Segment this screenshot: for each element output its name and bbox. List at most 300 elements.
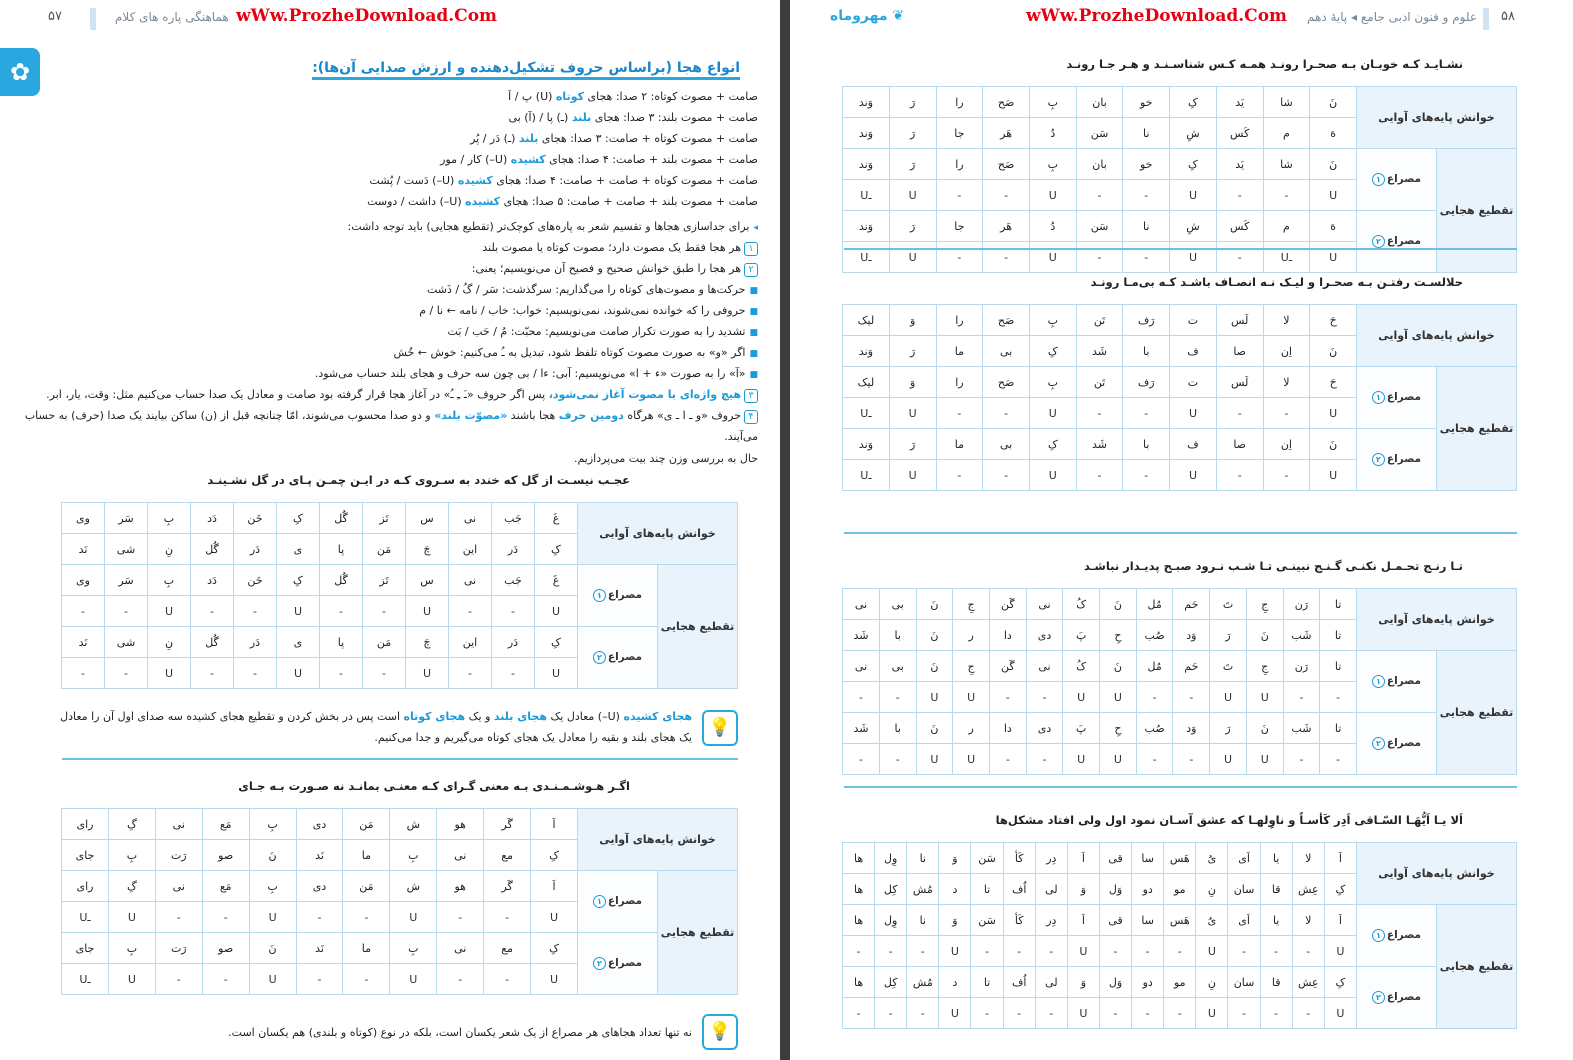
- syllable-cell: رَت: [155, 840, 202, 871]
- syllable-cell: س: [405, 503, 448, 534]
- syllable-cell: صو: [202, 840, 249, 871]
- scansion-symbol: -: [202, 964, 249, 995]
- syllable-cell: اَ: [1067, 905, 1099, 936]
- syllable-cell: جِ: [1246, 589, 1283, 620]
- scansion-symbol: U: [534, 596, 577, 627]
- scansion-symbol: ـU: [843, 460, 890, 491]
- syllable-cell: نَ: [916, 651, 953, 682]
- syllable-cell: سَن: [1076, 211, 1123, 242]
- syllable-cell: سان: [1228, 967, 1260, 998]
- scansion-symbol: -: [1076, 460, 1123, 491]
- scansion-symbol: -: [1260, 936, 1292, 967]
- lightbulb-icon: 💡: [702, 1014, 738, 1050]
- scansion-symbol: -: [1035, 998, 1067, 1029]
- scansion-table-2: [61, 808, 738, 995]
- syllable-cell: صو: [202, 933, 249, 964]
- scansion-symbol: U: [534, 658, 577, 689]
- scansion-symbol: U: [1170, 242, 1217, 273]
- syllable-cell: مو: [1164, 874, 1196, 905]
- syllable-cell: کِ: [1029, 336, 1076, 367]
- syllable-cell: کَس: [1216, 118, 1263, 149]
- syllable-cell: مَن: [362, 534, 405, 565]
- syllable-cell: حِ: [1100, 620, 1137, 651]
- flower-icon[interactable]: ✿: [0, 48, 40, 96]
- syllable-cell: نی: [155, 871, 202, 902]
- syllable-cell: نی: [155, 809, 202, 840]
- syllable-cell: نی: [1026, 651, 1063, 682]
- syllable-cell: این: [448, 627, 491, 658]
- intro-note: ◂برای جداسازی هجاها و تقسیم شعر به پاره‌های کوچک‌تر (تقطیع هجایی) باید توجه داشت:: [347, 220, 758, 233]
- scansion-symbol: -: [1076, 180, 1123, 211]
- scansion-symbol: -: [1228, 936, 1260, 967]
- syllable-cell: ی: [276, 627, 319, 658]
- syllable-cell: شَد: [843, 620, 880, 651]
- scansion-symbol: U: [147, 658, 190, 689]
- scansion-symbol: U: [1029, 242, 1076, 273]
- syllable-cell: د: [939, 874, 971, 905]
- watermark: wWw.ProzheDownload.Com: [236, 6, 498, 26]
- syllable-type: صامت + مصوت کوتاه: ۲ صدا: هجای کوتاه (U) پ / اَ: [508, 90, 758, 103]
- syllable-cell: گَر: [484, 809, 531, 840]
- hemistich-2-label: مصراع۲: [577, 933, 657, 995]
- scansion-symbol: U: [249, 964, 296, 995]
- syllable-cell: کُ: [1063, 589, 1100, 620]
- syllable-cell: بِ: [1029, 149, 1076, 180]
- closing-line: حال به بررسی وزن چند بیت می‌پردازیم.: [573, 452, 758, 465]
- syllable-cell: ها: [842, 874, 874, 905]
- syllable-cell: جِ: [953, 589, 990, 620]
- page-number: ۵۷: [48, 9, 62, 24]
- syllable-cell: ما: [936, 336, 983, 367]
- scansion-symbol: ـU: [843, 180, 890, 211]
- syllable-cell: وَ: [1067, 967, 1099, 998]
- rule-item: ۱هر هجا فقط یک مصوت دارد؛ مصوت کوتاه یا مصوت بلند: [22, 237, 758, 258]
- scansion-symbol: -: [936, 180, 983, 211]
- syllable-cell: رَن: [1283, 651, 1320, 682]
- syllable-cell: نَد: [61, 534, 104, 565]
- scansion-symbol: -: [448, 596, 491, 627]
- label-reading: خوانش پایه‌های آوایی: [1356, 589, 1516, 651]
- scansion-symbol: ـU: [62, 964, 109, 995]
- syllable-cell: جَب: [491, 565, 534, 596]
- scansion-symbol: -: [319, 596, 362, 627]
- syllable-cell: نی: [843, 651, 880, 682]
- syllable-cell: بی: [983, 429, 1030, 460]
- scansion-symbol: -: [936, 242, 983, 273]
- syllable-cell: وَل: [1099, 967, 1131, 998]
- sub-rule-item: ■«آ» را به صورت «ء + ا» می‌نویسیم: آبی: ءا / بی چون سه حرف و هجای بلند حساب می‌شود.: [314, 367, 758, 380]
- verse-5: تـا رنـج تحـمـل نکنـی گـنـج نبینـی تـا شـب نـرود صبـح پدیـدار نباشـد: [1083, 559, 1463, 573]
- syllable-cell: نِ: [1196, 967, 1228, 998]
- hemistich-1-label: مصراع۱: [1356, 651, 1436, 713]
- scansion-symbol: -: [1164, 936, 1196, 967]
- syllable-cell: نی: [448, 565, 491, 596]
- syllable-cell: وَ: [939, 843, 971, 874]
- rule-3: ۳هیچ واژه‌ای با مصوت آغاز نمی‌شود، پس اگر حروف «ـَ ـِ ـُ» در آغاز هجا قرار گرفته بود صامت و معادل یک صدا حساب می‌کنیم مثل: وقت، یار، ابر.: [22, 384, 758, 405]
- syllable-cell: عِش: [1292, 967, 1324, 998]
- scansion-symbol: U: [889, 398, 936, 429]
- scansion-symbol: -: [907, 936, 939, 967]
- syllable-cell: مع: [484, 933, 531, 964]
- syllable-cell: کِ: [531, 933, 578, 964]
- syllable-cell: کِ: [1324, 874, 1356, 905]
- syllable-cell: گَن: [989, 651, 1026, 682]
- syllable-cell: حِ: [1100, 713, 1137, 744]
- syllable-cell: مُش: [907, 874, 939, 905]
- syllable-cell: سَن: [971, 843, 1003, 874]
- syllable-cell: قی: [1099, 905, 1131, 936]
- scansion-symbol: U: [1063, 744, 1100, 775]
- scansion-symbol: -: [1164, 998, 1196, 1029]
- syllable-cell: سَر: [104, 565, 147, 596]
- syllable-cell: دِر: [1035, 843, 1067, 874]
- syllable-cell: کِ: [1170, 149, 1217, 180]
- scansion-symbol: -: [1320, 682, 1357, 713]
- scansion-symbol: -: [989, 682, 1026, 713]
- scansion-symbol: U: [1170, 460, 1217, 491]
- scansion-symbol: ـU: [62, 902, 109, 933]
- syllable-cell: با: [1123, 429, 1170, 460]
- scansion-symbol: -: [1026, 682, 1063, 713]
- syllable-cell: نی: [437, 933, 484, 964]
- syllable-cell: ما: [343, 840, 390, 871]
- page-header: [790, 6, 1573, 32]
- scansion-table-5: [842, 588, 1517, 775]
- syllable-cell: جِ: [1246, 651, 1283, 682]
- scansion-symbol: -: [1132, 936, 1164, 967]
- scansion-symbol: -: [1292, 998, 1324, 1029]
- scansion-symbol: ـU: [843, 242, 890, 273]
- sub-rule-item: ■اگر «و» به صورت مصوت کوتاه تلفظ شود، تبدیل به ـُ می‌کنیم: خوش ← خُش: [393, 346, 758, 359]
- syllable-cell: تَن: [1076, 367, 1123, 398]
- page-number: ۵۸: [1501, 9, 1515, 24]
- syllable-cell: شی: [104, 534, 147, 565]
- syllable-cell: اَ: [531, 809, 578, 840]
- scansion-table-6: [842, 842, 1517, 1029]
- syllable-cell: چَ: [405, 627, 448, 658]
- scansion-symbol: -: [1263, 398, 1310, 429]
- syllable-cell: نَد: [296, 933, 343, 964]
- hemistich-1-label: مصراع۱: [577, 565, 657, 627]
- scansion-symbol: U: [390, 902, 437, 933]
- scansion-symbol: -: [1216, 398, 1263, 429]
- syllable-cell: غَ: [534, 503, 577, 534]
- syllable-cell: پا: [319, 534, 362, 565]
- scansion-symbol: -: [190, 596, 233, 627]
- watermark: wWw.ProzheDownload.Com: [1026, 6, 1288, 26]
- syllable-cell: صَح: [983, 305, 1030, 336]
- rule-item: ۲هر هجا را طبق خوانش صحیح و فصیح آن می‌نویسیم؛ یعنی:: [22, 258, 758, 279]
- syllable-cell: هَر: [983, 211, 1030, 242]
- scansion-symbol: U: [1067, 998, 1099, 1029]
- scansion-symbol: -: [343, 964, 390, 995]
- syllable-cell: بِ: [1029, 305, 1076, 336]
- syllable-cell: با: [879, 713, 916, 744]
- syllable-cell: یَد: [1216, 87, 1263, 118]
- syllable-cell: خَن: [233, 503, 276, 534]
- syllable-cell: حَم: [1173, 651, 1210, 682]
- syllable-cell: نِ: [147, 627, 190, 658]
- scansion-symbol: U: [1170, 398, 1217, 429]
- scansion-symbol: -: [1136, 682, 1173, 713]
- syllable-cell: کِ: [534, 627, 577, 658]
- scansion-symbol: -: [983, 242, 1030, 273]
- syllable-cell: اَی: [1228, 905, 1260, 936]
- syllable-cell: بان: [1076, 87, 1123, 118]
- syllable-cell: نی: [448, 503, 491, 534]
- syllable-cell: مَن: [343, 809, 390, 840]
- scansion-symbol: U: [1100, 682, 1137, 713]
- table-row: [843, 713, 1517, 744]
- table-row: [62, 933, 738, 964]
- syllable-cell: دی: [296, 871, 343, 902]
- scansion-symbol: -: [983, 180, 1030, 211]
- lightbulb-icon: 💡: [702, 710, 738, 746]
- syllable-cell: هَ: [1310, 118, 1357, 149]
- syllable-cell: وَ: [889, 305, 936, 336]
- syllable-cell: وَل: [1099, 874, 1131, 905]
- syllable-cell: نَ: [916, 589, 953, 620]
- syllable-cell: کِ: [1324, 967, 1356, 998]
- table-row: [843, 367, 1517, 398]
- syllable-cell: شَد: [1076, 429, 1123, 460]
- syllable-cell: تَ: [1210, 651, 1247, 682]
- scansion-symbol: U: [1196, 936, 1228, 967]
- syllable-cell: را: [936, 305, 983, 336]
- syllable-cell: رَ: [1210, 620, 1247, 651]
- syllable-cell: ها: [842, 905, 874, 936]
- scansion-symbol: U: [1210, 682, 1247, 713]
- table-row: [843, 429, 1517, 460]
- syllable-cell: وَ: [1067, 874, 1099, 905]
- scansion-symbol: -: [1263, 460, 1310, 491]
- syllable-cell: نَ: [1100, 651, 1137, 682]
- scansion-symbol: -: [971, 936, 1003, 967]
- scansion-symbol: U: [1067, 936, 1099, 967]
- scansion-symbol: -: [983, 398, 1030, 429]
- hemistich-1-label: مصراع۱: [1356, 367, 1436, 429]
- scansion-symbol: U: [405, 658, 448, 689]
- scansion-symbol: -: [1076, 398, 1123, 429]
- syllable-cell: لَس: [1216, 367, 1263, 398]
- table-row: [61, 627, 737, 658]
- syllable-cell: عِش: [1292, 874, 1324, 905]
- scansion-symbol: U: [916, 744, 953, 775]
- scansion-symbol: -: [1216, 460, 1263, 491]
- table-row: [843, 87, 1517, 118]
- syllable-cell: اَ: [1324, 905, 1356, 936]
- rule-4: ۴حروف «و ـ ا ـ ی» هرگاه دومین حرف هجا باشند «مصوّت بلند» و دو صدا محسوب می‌شوند، امّا چنانچه قبل از (ن) ساکن بیایند یک صدا (حرف) به حساب می‌آیند.: [24, 409, 758, 443]
- scansion-symbol: U: [276, 658, 319, 689]
- verse-2: اگـر هـوشـمـنـدی بـه معنی گـرای کـه معنـی بمانـد نه صـورت بـه جـای: [238, 779, 630, 793]
- table-row: [843, 305, 1517, 336]
- hemistich-1-label: مصراع۱: [1356, 905, 1436, 967]
- scansion-symbol: -: [936, 398, 983, 429]
- scansion-symbol: U: [1029, 460, 1076, 491]
- syllable-cell: گِ: [108, 809, 155, 840]
- scansion-symbol: U: [889, 460, 936, 491]
- syllable-cell: نَ: [1310, 149, 1357, 180]
- syllable-cell: نَد: [61, 627, 104, 658]
- scansion-symbol: U: [1210, 744, 1247, 775]
- syllable-cell: رَف: [1123, 367, 1170, 398]
- scansion-symbol: -: [233, 596, 276, 627]
- syllable-cell: هَس: [1164, 905, 1196, 936]
- syllable-cell: ت: [1170, 367, 1217, 398]
- tip-2: نه تنها تعداد هجاهای هر مصراع از یک شعر یکسان است، بلکه در نوع (کوتاه و بلندی) هم یکسان است.: [228, 1026, 692, 1039]
- label-reading: خوانش پایه‌های آوایی: [1356, 843, 1516, 905]
- hemistich-2-label: مصراع۲: [577, 627, 657, 689]
- syllable-cell: سا: [1132, 905, 1164, 936]
- scansion-symbol: -: [1320, 744, 1357, 775]
- syllable-cell: صُب: [1136, 713, 1173, 744]
- verse-3: نشـایـد کـه خوبـان بـه صحـرا رونـد همـه کـس شناسـنـد و هـر جـا رونـد: [1066, 57, 1463, 71]
- syllable-cell: اَ: [1324, 843, 1356, 874]
- syllable-cell: دَر: [491, 534, 534, 565]
- syllable-cell: با: [1123, 336, 1170, 367]
- section-title: انواع هجا (براساس حروف تشکیل‌دهنده و ارزش صدایی آن‌ها):: [312, 60, 740, 76]
- scansion-symbol: U: [1324, 936, 1356, 967]
- scansion-symbol: -: [1228, 998, 1260, 1029]
- scansion-symbol: -: [1026, 744, 1063, 775]
- syllable-cell: لا: [1263, 367, 1310, 398]
- table-row: [843, 211, 1517, 242]
- scansion-symbol: U: [531, 902, 578, 933]
- syllable-cell: رَ: [889, 149, 936, 180]
- syllable-cell: اُف: [1003, 874, 1035, 905]
- syllable-cell: نَ: [1310, 87, 1357, 118]
- butterfly-icon: ❦: [892, 8, 905, 24]
- syllable-cell: وَد: [1173, 713, 1210, 744]
- syllable-cell: وَ: [939, 905, 971, 936]
- syllable-cell: ها: [842, 843, 874, 874]
- syllable-cell: شِ: [1170, 211, 1217, 242]
- syllable-cell: صَح: [983, 149, 1030, 180]
- syllable-cell: قا: [1260, 874, 1292, 905]
- syllable-cell: صُب: [1136, 620, 1173, 651]
- syllable-cell: لیک: [843, 305, 890, 336]
- syllable-cell: جای: [62, 840, 109, 871]
- syllable-cell: دَد: [190, 565, 233, 596]
- syllable-cell: لَس: [1216, 305, 1263, 336]
- syllable-cell: شا: [1263, 149, 1310, 180]
- scansion-symbol: -: [843, 744, 880, 775]
- syllable-cell: وَ: [889, 367, 936, 398]
- tip-1: هجای کشیده (U–) معادل یک هجای بلند و یک هجای کوتاه است پس در بخش کردن و تقطیع هجای کشیده سه صدای اول آن را معادل یک هجای بلند و بقیه را معادل یک هجای کوتاه می‌گیریم و جدا می‌کنیم.: [60, 710, 692, 744]
- scansion-symbol: ـU: [1263, 242, 1310, 273]
- table-row: [843, 651, 1517, 682]
- scansion-symbol: U: [249, 902, 296, 933]
- scansion-symbol: U: [889, 242, 936, 273]
- syllable-cell: پَ: [1063, 713, 1100, 744]
- syllable-cell: بی: [879, 589, 916, 620]
- label-scansion: تقطیع هجایی: [658, 871, 738, 995]
- syllable-cell: نی: [843, 589, 880, 620]
- scansion-symbol: U: [108, 902, 155, 933]
- syllable-cell: را: [936, 367, 983, 398]
- page-gutter: [780, 0, 790, 1060]
- table-row: [62, 809, 738, 840]
- scansion-symbol: -: [155, 964, 202, 995]
- scansion-symbol: -: [842, 998, 874, 1029]
- scansion-symbol: U: [1029, 398, 1076, 429]
- syllable-cell: نا: [907, 905, 939, 936]
- syllable-cell: هو: [437, 871, 484, 902]
- syllable-cell: مَن: [362, 627, 405, 658]
- scansion-symbol: -: [1216, 180, 1263, 211]
- syllable-cell: س: [405, 565, 448, 596]
- table-row: [842, 843, 1516, 874]
- scansion-symbol: U: [939, 998, 971, 1029]
- syllable-cell: بِ: [147, 503, 190, 534]
- scansion-symbol: U: [1029, 180, 1076, 211]
- syllable-cell: اُف: [1003, 967, 1035, 998]
- scansion-symbol: -: [155, 902, 202, 933]
- syllable-cell: شَب: [1283, 620, 1320, 651]
- syllable-cell: لی: [1035, 874, 1067, 905]
- syllable-cell: کِ: [1170, 87, 1217, 118]
- syllable-cell: بِ: [1029, 367, 1076, 398]
- syllable-cell: کَأ: [1003, 905, 1035, 936]
- section-divider: [844, 532, 1517, 534]
- syllable-cell: خَن: [233, 565, 276, 596]
- scansion-symbol: U: [1246, 744, 1283, 775]
- syllable-cell: گَر: [484, 871, 531, 902]
- syllable-cell: کِ: [531, 840, 578, 871]
- syllable-type: صامت + مصوت کوتاه + صامت + صامت: ۴ صدا: هجای کشیده (U–) دَست / پُشت: [369, 174, 758, 187]
- scansion-symbol: ـU: [843, 398, 890, 429]
- syllable-cell: وَند: [843, 211, 890, 242]
- syllable-cell: تَ: [1210, 589, 1247, 620]
- syllable-type: صامت + مصوت بلند: ۳ صدا: هجای بلند (ـ) پا / (آ) بی: [508, 111, 758, 124]
- syllable-cell: نَ: [1100, 589, 1137, 620]
- label-reading: خوانش پایه‌های آوایی: [1356, 87, 1516, 149]
- syllable-cell: مو: [1164, 967, 1196, 998]
- syllable-cell: لا: [1292, 905, 1324, 936]
- syllable-cell: شا: [1263, 87, 1310, 118]
- scansion-symbol: -: [1099, 998, 1131, 1029]
- scansion-symbol: -: [491, 596, 534, 627]
- syllable-cell: دَر: [491, 627, 534, 658]
- scansion-symbol: -: [202, 902, 249, 933]
- syllable-cell: رَ: [889, 118, 936, 149]
- syllable-cell: جای: [62, 933, 109, 964]
- table-row: [843, 589, 1517, 620]
- scansion-symbol: -: [971, 998, 1003, 1029]
- label-scansion: تقطیع هجایی: [658, 565, 738, 689]
- section-divider: [844, 786, 1517, 788]
- syllable-cell: پا: [319, 627, 362, 658]
- syllable-cell: هَس: [1164, 843, 1196, 874]
- scansion-symbol: -: [319, 658, 362, 689]
- scansion-symbol: -: [983, 460, 1030, 491]
- scansion-symbol: -: [296, 964, 343, 995]
- table-row: [62, 871, 738, 902]
- syllable-cell: رَ: [889, 211, 936, 242]
- syllable-cell: صا: [1216, 429, 1263, 460]
- syllable-cell: وَند: [843, 118, 890, 149]
- syllable-cell: نا: [907, 843, 939, 874]
- hemistich-1-label: مصراع۱: [577, 871, 657, 933]
- syllable-cell: بِ: [249, 871, 296, 902]
- scansion-symbol: -: [842, 936, 874, 967]
- label-reading: خوانش پایه‌های آوایی: [577, 809, 737, 871]
- table-row: [61, 503, 737, 534]
- sub-rule-item: ■حرکت‌ها و مصوت‌های کوتاه را می‌گذاریم: سرگذشت: سَر / گُ / ذَشت: [426, 283, 758, 296]
- scansion-symbol: -: [484, 964, 531, 995]
- label-scansion: تقطیع هجایی: [1437, 367, 1517, 491]
- syllable-cell: رَ: [889, 429, 936, 460]
